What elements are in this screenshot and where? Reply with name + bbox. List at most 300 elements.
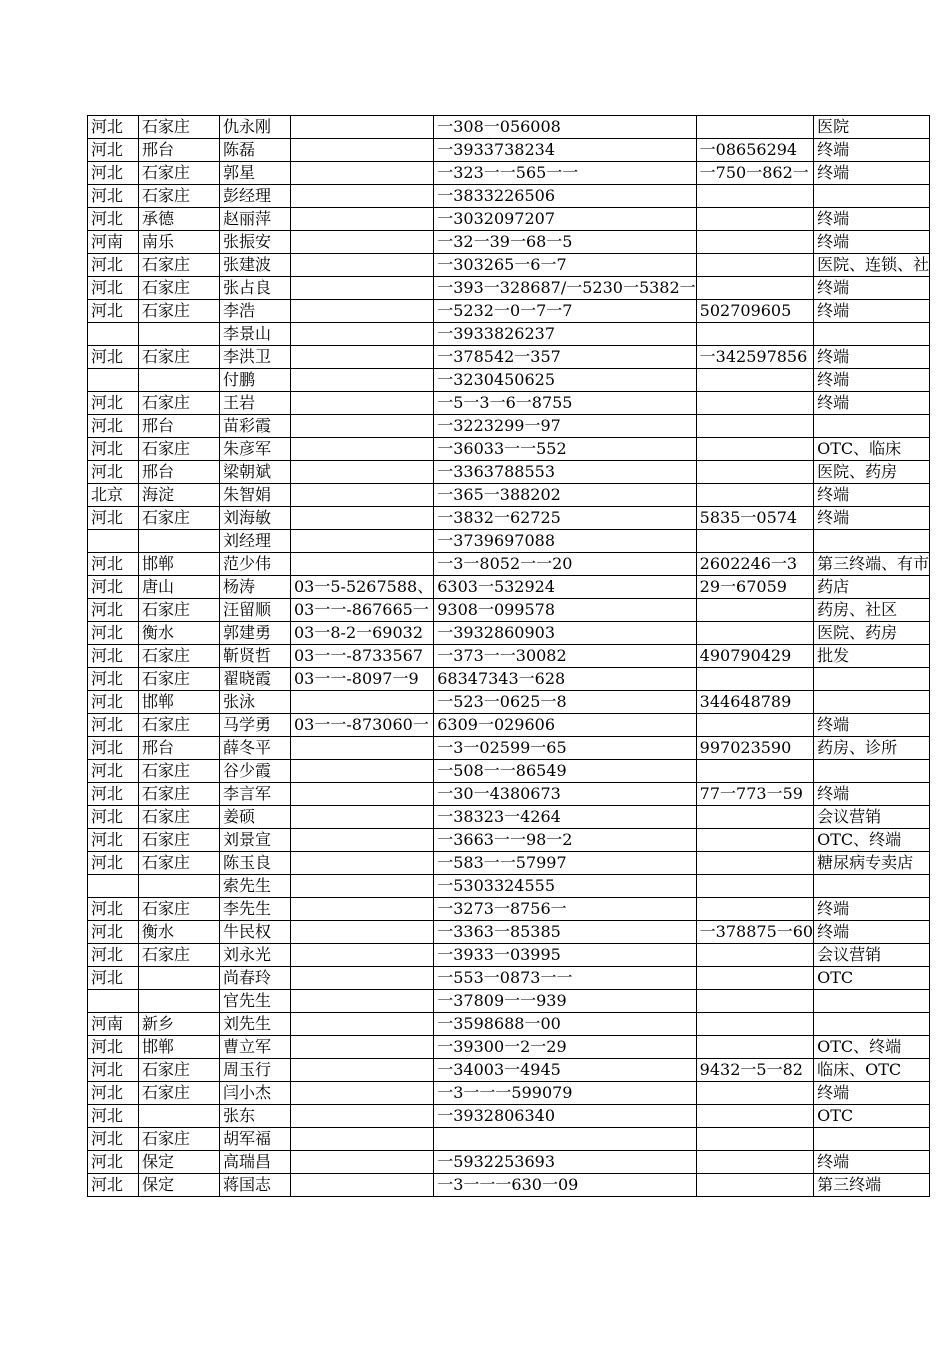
extra-phone-cell[interactable] [696, 783, 813, 806]
mobile-cell[interactable] [434, 484, 696, 507]
channel-cell[interactable] [814, 1105, 930, 1128]
extra-phone-cell[interactable] [696, 852, 813, 875]
province-cell[interactable] [88, 438, 139, 461]
province-cell[interactable] [88, 254, 139, 277]
extra-phone-cell[interactable] [696, 346, 813, 369]
landline-cell[interactable] [291, 553, 434, 576]
extra-phone-cell[interactable] [696, 369, 813, 392]
channel-cell[interactable] [814, 944, 930, 967]
extra-phone-cell[interactable] [696, 507, 813, 530]
channel-cell[interactable] [814, 162, 930, 185]
channel-cell[interactable] [814, 116, 930, 139]
province-cell[interactable] [88, 576, 139, 599]
city-cell[interactable] [139, 944, 220, 967]
city-cell[interactable] [139, 162, 220, 185]
channel-cell[interactable] [814, 300, 930, 323]
name-cell[interactable] [220, 438, 291, 461]
name-cell[interactable] [220, 139, 291, 162]
city-cell[interactable] [139, 783, 220, 806]
mobile-cell[interactable] [434, 691, 696, 714]
mobile-cell[interactable] [434, 1174, 696, 1197]
landline-cell[interactable] [291, 1036, 434, 1059]
landline-cell[interactable] [291, 1128, 434, 1151]
city-cell[interactable] [139, 1174, 220, 1197]
province-cell[interactable] [88, 599, 139, 622]
channel-cell[interactable] [814, 507, 930, 530]
name-cell[interactable] [220, 668, 291, 691]
mobile-cell[interactable] [434, 714, 696, 737]
province-cell[interactable] [88, 645, 139, 668]
extra-phone-cell[interactable] [696, 1036, 813, 1059]
province-cell[interactable] [88, 415, 139, 438]
name-cell[interactable] [220, 921, 291, 944]
landline-cell[interactable] [291, 990, 434, 1013]
landline-cell[interactable] [291, 714, 434, 737]
landline-cell[interactable] [291, 944, 434, 967]
extra-phone-cell[interactable] [696, 1013, 813, 1036]
name-cell[interactable] [220, 645, 291, 668]
province-cell[interactable] [88, 323, 139, 346]
city-cell[interactable] [139, 875, 220, 898]
province-cell[interactable] [88, 277, 139, 300]
channel-cell[interactable] [814, 231, 930, 254]
channel-cell[interactable] [814, 1059, 930, 1082]
city-cell[interactable] [139, 484, 220, 507]
name-cell[interactable] [220, 1174, 291, 1197]
mobile-cell[interactable] [434, 162, 696, 185]
name-cell[interactable] [220, 553, 291, 576]
province-cell[interactable] [88, 139, 139, 162]
mobile-cell[interactable] [434, 645, 696, 668]
mobile-cell[interactable] [434, 208, 696, 231]
mobile-cell[interactable] [434, 944, 696, 967]
extra-phone-cell[interactable] [696, 599, 813, 622]
mobile-cell[interactable] [434, 530, 696, 553]
extra-phone-cell[interactable] [696, 691, 813, 714]
province-cell[interactable] [88, 231, 139, 254]
landline-cell[interactable] [291, 967, 434, 990]
city-cell[interactable] [139, 254, 220, 277]
province-cell[interactable] [88, 484, 139, 507]
extra-phone-cell[interactable] [696, 1151, 813, 1174]
name-cell[interactable] [220, 898, 291, 921]
province-cell[interactable] [88, 783, 139, 806]
province-cell[interactable] [88, 852, 139, 875]
province-cell[interactable] [88, 1036, 139, 1059]
landline-cell[interactable] [291, 139, 434, 162]
mobile-cell[interactable] [434, 277, 696, 300]
extra-phone-cell[interactable] [696, 323, 813, 346]
name-cell[interactable] [220, 990, 291, 1013]
channel-cell[interactable] [814, 553, 930, 576]
landline-cell[interactable] [291, 806, 434, 829]
landline-cell[interactable] [291, 530, 434, 553]
name-cell[interactable] [220, 208, 291, 231]
landline-cell[interactable] [291, 1105, 434, 1128]
channel-cell[interactable] [814, 921, 930, 944]
channel-cell[interactable] [814, 1174, 930, 1197]
name-cell[interactable] [220, 760, 291, 783]
extra-phone-cell[interactable] [696, 116, 813, 139]
name-cell[interactable] [220, 484, 291, 507]
extra-phone-cell[interactable] [696, 806, 813, 829]
name-cell[interactable] [220, 323, 291, 346]
mobile-cell[interactable] [434, 990, 696, 1013]
mobile-cell[interactable] [434, 369, 696, 392]
name-cell[interactable] [220, 231, 291, 254]
extra-phone-cell[interactable] [696, 1105, 813, 1128]
extra-phone-cell[interactable] [696, 622, 813, 645]
mobile-cell[interactable] [434, 806, 696, 829]
city-cell[interactable] [139, 185, 220, 208]
province-cell[interactable] [88, 162, 139, 185]
name-cell[interactable] [220, 461, 291, 484]
city-cell[interactable] [139, 691, 220, 714]
channel-cell[interactable] [814, 898, 930, 921]
channel-cell[interactable] [814, 415, 930, 438]
mobile-cell[interactable] [434, 921, 696, 944]
extra-phone-cell[interactable] [696, 277, 813, 300]
channel-cell[interactable] [814, 737, 930, 760]
city-cell[interactable] [139, 1036, 220, 1059]
channel-cell[interactable] [814, 576, 930, 599]
city-cell[interactable] [139, 369, 220, 392]
mobile-cell[interactable] [434, 967, 696, 990]
province-cell[interactable] [88, 185, 139, 208]
name-cell[interactable] [220, 1036, 291, 1059]
name-cell[interactable] [220, 507, 291, 530]
city-cell[interactable] [139, 645, 220, 668]
mobile-cell[interactable] [434, 829, 696, 852]
province-cell[interactable] [88, 990, 139, 1013]
channel-cell[interactable] [814, 438, 930, 461]
landline-cell[interactable] [291, 438, 434, 461]
landline-cell[interactable] [291, 691, 434, 714]
channel-cell[interactable] [814, 277, 930, 300]
name-cell[interactable] [220, 783, 291, 806]
mobile-cell[interactable] [434, 875, 696, 898]
landline-cell[interactable] [291, 231, 434, 254]
province-cell[interactable] [88, 944, 139, 967]
city-cell[interactable] [139, 576, 220, 599]
extra-phone-cell[interactable] [696, 300, 813, 323]
province-cell[interactable] [88, 392, 139, 415]
channel-cell[interactable] [814, 967, 930, 990]
extra-phone-cell[interactable] [696, 162, 813, 185]
mobile-cell[interactable] [434, 1059, 696, 1082]
mobile-cell[interactable] [434, 1151, 696, 1174]
mobile-cell[interactable] [434, 760, 696, 783]
province-cell[interactable] [88, 714, 139, 737]
channel-cell[interactable] [814, 645, 930, 668]
province-cell[interactable] [88, 829, 139, 852]
name-cell[interactable] [220, 185, 291, 208]
city-cell[interactable] [139, 116, 220, 139]
landline-cell[interactable] [291, 116, 434, 139]
city-cell[interactable] [139, 438, 220, 461]
province-cell[interactable] [88, 116, 139, 139]
landline-cell[interactable] [291, 1013, 434, 1036]
extra-phone-cell[interactable] [696, 484, 813, 507]
city-cell[interactable] [139, 668, 220, 691]
city-cell[interactable] [139, 760, 220, 783]
landline-cell[interactable] [291, 162, 434, 185]
extra-phone-cell[interactable] [696, 231, 813, 254]
city-cell[interactable] [139, 599, 220, 622]
name-cell[interactable] [220, 576, 291, 599]
mobile-cell[interactable] [434, 1082, 696, 1105]
mobile-cell[interactable] [434, 668, 696, 691]
channel-cell[interactable] [814, 875, 930, 898]
channel-cell[interactable] [814, 599, 930, 622]
mobile-cell[interactable] [434, 898, 696, 921]
channel-cell[interactable] [814, 1082, 930, 1105]
channel-cell[interactable] [814, 530, 930, 553]
extra-phone-cell[interactable] [696, 921, 813, 944]
landline-cell[interactable] [291, 1174, 434, 1197]
extra-phone-cell[interactable] [696, 139, 813, 162]
city-cell[interactable] [139, 1105, 220, 1128]
city-cell[interactable] [139, 323, 220, 346]
extra-phone-cell[interactable] [696, 461, 813, 484]
channel-cell[interactable] [814, 139, 930, 162]
extra-phone-cell[interactable] [696, 254, 813, 277]
landline-cell[interactable] [291, 392, 434, 415]
landline-cell[interactable] [291, 346, 434, 369]
extra-phone-cell[interactable] [696, 1174, 813, 1197]
province-cell[interactable] [88, 346, 139, 369]
name-cell[interactable] [220, 346, 291, 369]
landline-cell[interactable] [291, 760, 434, 783]
mobile-cell[interactable] [434, 323, 696, 346]
mobile-cell[interactable] [434, 231, 696, 254]
channel-cell[interactable] [814, 1036, 930, 1059]
name-cell[interactable] [220, 254, 291, 277]
city-cell[interactable] [139, 208, 220, 231]
landline-cell[interactable] [291, 852, 434, 875]
province-cell[interactable] [88, 369, 139, 392]
name-cell[interactable] [220, 829, 291, 852]
channel-cell[interactable] [814, 1128, 930, 1151]
landline-cell[interactable] [291, 645, 434, 668]
city-cell[interactable] [139, 1128, 220, 1151]
province-cell[interactable] [88, 1013, 139, 1036]
mobile-cell[interactable] [434, 438, 696, 461]
extra-phone-cell[interactable] [696, 438, 813, 461]
province-cell[interactable] [88, 668, 139, 691]
landline-cell[interactable] [291, 254, 434, 277]
landline-cell[interactable] [291, 300, 434, 323]
extra-phone-cell[interactable] [696, 875, 813, 898]
landline-cell[interactable] [291, 415, 434, 438]
channel-cell[interactable] [814, 208, 930, 231]
mobile-cell[interactable] [434, 392, 696, 415]
province-cell[interactable] [88, 1128, 139, 1151]
city-cell[interactable] [139, 507, 220, 530]
mobile-cell[interactable] [434, 852, 696, 875]
mobile-cell[interactable] [434, 507, 696, 530]
name-cell[interactable] [220, 369, 291, 392]
landline-cell[interactable] [291, 1059, 434, 1082]
city-cell[interactable] [139, 231, 220, 254]
mobile-cell[interactable] [434, 185, 696, 208]
name-cell[interactable] [220, 622, 291, 645]
name-cell[interactable] [220, 806, 291, 829]
mobile-cell[interactable] [434, 139, 696, 162]
name-cell[interactable] [220, 277, 291, 300]
extra-phone-cell[interactable] [696, 645, 813, 668]
city-cell[interactable] [139, 277, 220, 300]
mobile-cell[interactable] [434, 116, 696, 139]
name-cell[interactable] [220, 875, 291, 898]
landline-cell[interactable] [291, 576, 434, 599]
channel-cell[interactable] [814, 185, 930, 208]
extra-phone-cell[interactable] [696, 392, 813, 415]
mobile-cell[interactable] [434, 415, 696, 438]
landline-cell[interactable] [291, 323, 434, 346]
extra-phone-cell[interactable] [696, 185, 813, 208]
city-cell[interactable] [139, 921, 220, 944]
name-cell[interactable] [220, 1082, 291, 1105]
city-cell[interactable] [139, 553, 220, 576]
city-cell[interactable] [139, 806, 220, 829]
name-cell[interactable] [220, 1105, 291, 1128]
name-cell[interactable] [220, 599, 291, 622]
extra-phone-cell[interactable] [696, 737, 813, 760]
mobile-cell[interactable] [434, 553, 696, 576]
province-cell[interactable] [88, 875, 139, 898]
extra-phone-cell[interactable] [696, 1082, 813, 1105]
province-cell[interactable] [88, 1105, 139, 1128]
landline-cell[interactable] [291, 1151, 434, 1174]
province-cell[interactable] [88, 1082, 139, 1105]
extra-phone-cell[interactable] [696, 668, 813, 691]
extra-phone-cell[interactable] [696, 1059, 813, 1082]
landline-cell[interactable] [291, 921, 434, 944]
landline-cell[interactable] [291, 1082, 434, 1105]
channel-cell[interactable] [814, 806, 930, 829]
city-cell[interactable] [139, 990, 220, 1013]
name-cell[interactable] [220, 415, 291, 438]
name-cell[interactable] [220, 1059, 291, 1082]
province-cell[interactable] [88, 461, 139, 484]
province-cell[interactable] [88, 1174, 139, 1197]
name-cell[interactable] [220, 691, 291, 714]
province-cell[interactable] [88, 921, 139, 944]
channel-cell[interactable] [814, 622, 930, 645]
city-cell[interactable] [139, 1082, 220, 1105]
city-cell[interactable] [139, 392, 220, 415]
name-cell[interactable] [220, 116, 291, 139]
extra-phone-cell[interactable] [696, 576, 813, 599]
extra-phone-cell[interactable] [696, 990, 813, 1013]
mobile-cell[interactable] [434, 783, 696, 806]
province-cell[interactable] [88, 1059, 139, 1082]
extra-phone-cell[interactable] [696, 944, 813, 967]
channel-cell[interactable] [814, 691, 930, 714]
city-cell[interactable] [139, 714, 220, 737]
channel-cell[interactable] [814, 668, 930, 691]
extra-phone-cell[interactable] [696, 714, 813, 737]
channel-cell[interactable] [814, 1013, 930, 1036]
name-cell[interactable] [220, 944, 291, 967]
province-cell[interactable] [88, 760, 139, 783]
channel-cell[interactable] [814, 852, 930, 875]
name-cell[interactable] [220, 852, 291, 875]
province-cell[interactable] [88, 898, 139, 921]
landline-cell[interactable] [291, 875, 434, 898]
channel-cell[interactable] [814, 760, 930, 783]
channel-cell[interactable] [814, 990, 930, 1013]
landline-cell[interactable] [291, 829, 434, 852]
landline-cell[interactable] [291, 208, 434, 231]
landline-cell[interactable] [291, 277, 434, 300]
landline-cell[interactable] [291, 507, 434, 530]
mobile-cell[interactable] [434, 300, 696, 323]
landline-cell[interactable] [291, 185, 434, 208]
mobile-cell[interactable] [434, 599, 696, 622]
channel-cell[interactable] [814, 461, 930, 484]
city-cell[interactable] [139, 829, 220, 852]
name-cell[interactable] [220, 1128, 291, 1151]
city-cell[interactable] [139, 737, 220, 760]
province-cell[interactable] [88, 806, 139, 829]
mobile-cell[interactable] [434, 254, 696, 277]
city-cell[interactable] [139, 1059, 220, 1082]
channel-cell[interactable] [814, 1151, 930, 1174]
city-cell[interactable] [139, 967, 220, 990]
mobile-cell[interactable] [434, 622, 696, 645]
channel-cell[interactable] [814, 484, 930, 507]
mobile-cell[interactable] [434, 346, 696, 369]
extra-phone-cell[interactable] [696, 208, 813, 231]
extra-phone-cell[interactable] [696, 553, 813, 576]
mobile-cell[interactable] [434, 1105, 696, 1128]
channel-cell[interactable] [814, 346, 930, 369]
city-cell[interactable] [139, 461, 220, 484]
landline-cell[interactable] [291, 369, 434, 392]
landline-cell[interactable] [291, 484, 434, 507]
channel-cell[interactable] [814, 714, 930, 737]
channel-cell[interactable] [814, 254, 930, 277]
city-cell[interactable] [139, 300, 220, 323]
landline-cell[interactable] [291, 461, 434, 484]
name-cell[interactable] [220, 162, 291, 185]
extra-phone-cell[interactable] [696, 829, 813, 852]
channel-cell[interactable] [814, 369, 930, 392]
mobile-cell[interactable] [434, 461, 696, 484]
mobile-cell[interactable] [434, 1013, 696, 1036]
city-cell[interactable] [139, 898, 220, 921]
extra-phone-cell[interactable] [696, 898, 813, 921]
channel-cell[interactable] [814, 829, 930, 852]
name-cell[interactable] [220, 1013, 291, 1036]
name-cell[interactable] [220, 392, 291, 415]
province-cell[interactable] [88, 1151, 139, 1174]
landline-cell[interactable] [291, 668, 434, 691]
province-cell[interactable] [88, 208, 139, 231]
extra-phone-cell[interactable] [696, 1128, 813, 1151]
city-cell[interactable] [139, 852, 220, 875]
city-cell[interactable] [139, 1013, 220, 1036]
mobile-cell[interactable] [434, 1128, 696, 1151]
province-cell[interactable] [88, 507, 139, 530]
landline-cell[interactable] [291, 599, 434, 622]
name-cell[interactable] [220, 1151, 291, 1174]
extra-phone-cell[interactable] [696, 530, 813, 553]
province-cell[interactable] [88, 967, 139, 990]
name-cell[interactable] [220, 714, 291, 737]
